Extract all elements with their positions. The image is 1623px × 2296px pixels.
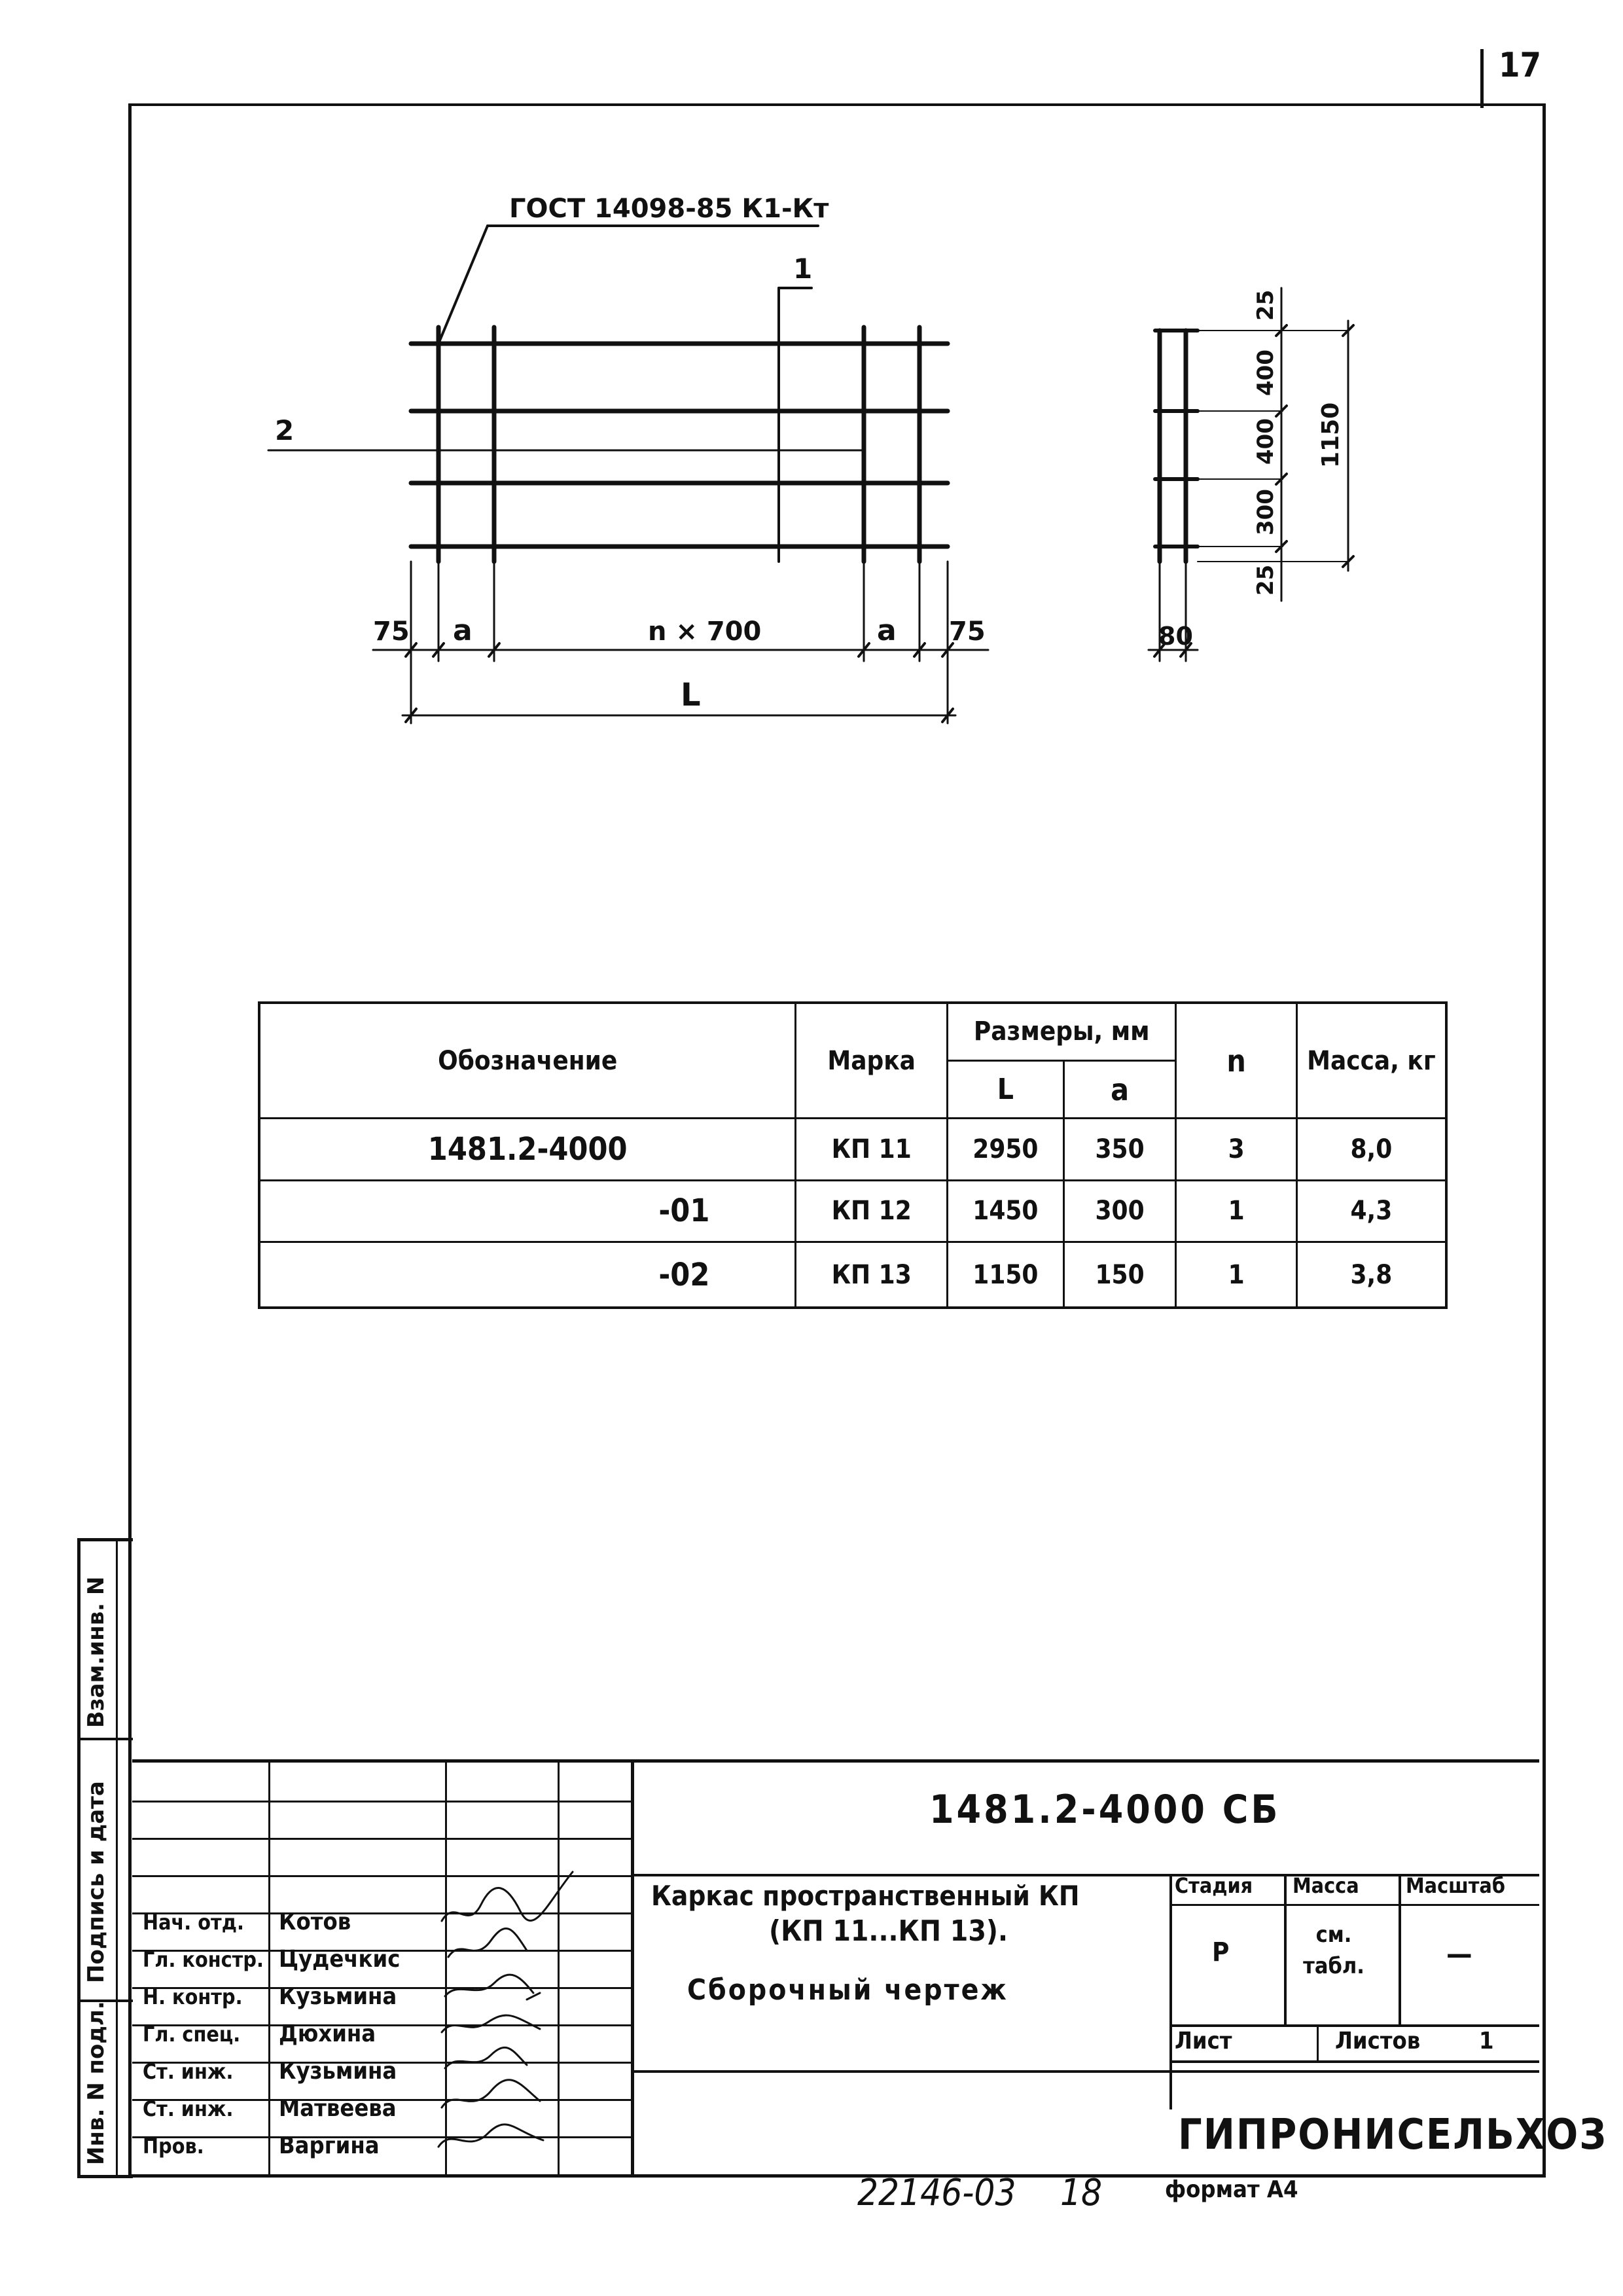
header-designation: Обозначение — [259, 1003, 796, 1119]
row-mark: КП 11 — [796, 1119, 948, 1180]
gost-label: ГОСТ 14098-85 К1-Кт — [509, 194, 829, 224]
podpis-data-label: Подпись и дата — [83, 1781, 109, 1983]
table-row — [259, 1180, 1446, 1242]
header-L: L — [948, 1060, 1064, 1118]
sheet-label: Лист — [1175, 2028, 1232, 2054]
person-name: Кузьмина — [279, 1983, 397, 2010]
paper-format: формат А4 — [1165, 2176, 1298, 2203]
header-n: n — [1176, 1003, 1296, 1119]
inv-podl-label: Инв. N подл. — [83, 2001, 109, 2165]
role-label: Пров. — [143, 2134, 204, 2159]
dim-a-right: а — [877, 614, 897, 647]
row-designation: -01 — [259, 1180, 796, 1242]
dim-25-top: 25 — [1253, 289, 1279, 321]
table-row — [259, 1242, 1446, 1308]
dim-400-a: 400 — [1253, 350, 1279, 396]
row-mark: КП 13 — [796, 1242, 948, 1308]
dim-L: L — [681, 677, 701, 713]
organization: ГИПРОНИСЕЛЬХОЗ — [1178, 2111, 1608, 2159]
row-a: 150 — [1063, 1242, 1176, 1308]
row-L: 1150 — [948, 1242, 1064, 1308]
person-name: Котов — [279, 1909, 351, 1935]
scale-header: Масштаб — [1406, 1873, 1505, 1898]
row-L: 2950 — [948, 1119, 1064, 1180]
table-row — [259, 1119, 1446, 1180]
header-mark: Марка — [796, 1003, 948, 1119]
row-n: 1 — [1176, 1242, 1296, 1308]
role-label: Н. контр. — [143, 1984, 243, 2009]
archive-sheet: 18 — [1060, 2172, 1103, 2214]
row-a: 300 — [1063, 1180, 1176, 1242]
dim-75-right: 75 — [949, 617, 986, 647]
dim-25-bottom: 25 — [1253, 564, 1279, 596]
title-line-1: Каркас пространственный КП — [651, 1880, 1080, 1912]
dim-300: 300 — [1253, 489, 1279, 535]
dim-n700: n × 700 — [648, 617, 762, 647]
person-name: Варгина — [279, 2132, 380, 2159]
role-label: Ст. инж. — [143, 2059, 234, 2084]
row-n: 1 — [1176, 1180, 1296, 1242]
mass-header: Масса — [1293, 1873, 1359, 1898]
person-name: Цудечкис — [279, 1946, 401, 1973]
callout-2: 2 — [275, 414, 294, 446]
archive-number: 22146-03 — [857, 2172, 1016, 2214]
role-label: Ст. инж. — [143, 2096, 234, 2121]
row-mass: 8,0 — [1296, 1119, 1446, 1180]
row-mass: 3,8 — [1296, 1242, 1446, 1308]
signatures — [429, 1859, 599, 2173]
doc-code: 1481.2-4000 СБ — [929, 1787, 1281, 1833]
row-designation: 1481.2-4000 — [259, 1119, 796, 1180]
row-mass: 4,3 — [1296, 1180, 1446, 1242]
mass-value: см. табл. — [1303, 1922, 1364, 1979]
sheet-number: 17 — [1499, 46, 1542, 85]
assembly-drawing — [0, 0, 1623, 785]
header-a: а — [1063, 1060, 1176, 1118]
person-name: Кузьмина — [279, 2058, 397, 2085]
row-L: 1450 — [948, 1180, 1064, 1242]
row-designation: -02 — [259, 1242, 796, 1308]
sheets-value: 1 — [1479, 2028, 1494, 2054]
role-label: Гл. констр. — [143, 1947, 264, 1972]
row-mark: КП 12 — [796, 1180, 948, 1242]
specification-table — [258, 1001, 1448, 1309]
person-name: Дюхина — [279, 2020, 376, 2047]
stage-value: Р — [1212, 1937, 1230, 1967]
row-n: 3 — [1176, 1119, 1296, 1180]
dim-400-b: 400 — [1253, 418, 1279, 465]
role-label: Гл. спец. — [143, 2022, 241, 2047]
dim-1150: 1150 — [1317, 402, 1344, 468]
dim-80: 80 — [1158, 622, 1193, 651]
side-stamp-labels — [77, 1538, 116, 2172]
sheets-label: Листов — [1335, 2028, 1421, 2054]
title-line-2: (КП 11...КП 13). — [769, 1914, 1008, 1948]
person-name: Матвеева — [279, 2095, 397, 2122]
scale-value: — — [1446, 1937, 1472, 1971]
vzam-inv-label: Взам.инв. N — [83, 1576, 109, 1728]
callout-1: 1 — [793, 253, 813, 285]
title-line-3: Сборочный чертеж — [687, 1973, 1008, 2007]
stage-header: Стадия — [1175, 1873, 1253, 1898]
dim-75-left: 75 — [373, 617, 410, 647]
role-label: Нач. отд. — [143, 1910, 244, 1935]
row-a: 350 — [1063, 1119, 1176, 1180]
dim-a-left: а — [453, 614, 473, 647]
header-mass: Масса, кг — [1296, 1003, 1446, 1119]
header-dims: Размеры, мм — [948, 1003, 1176, 1060]
